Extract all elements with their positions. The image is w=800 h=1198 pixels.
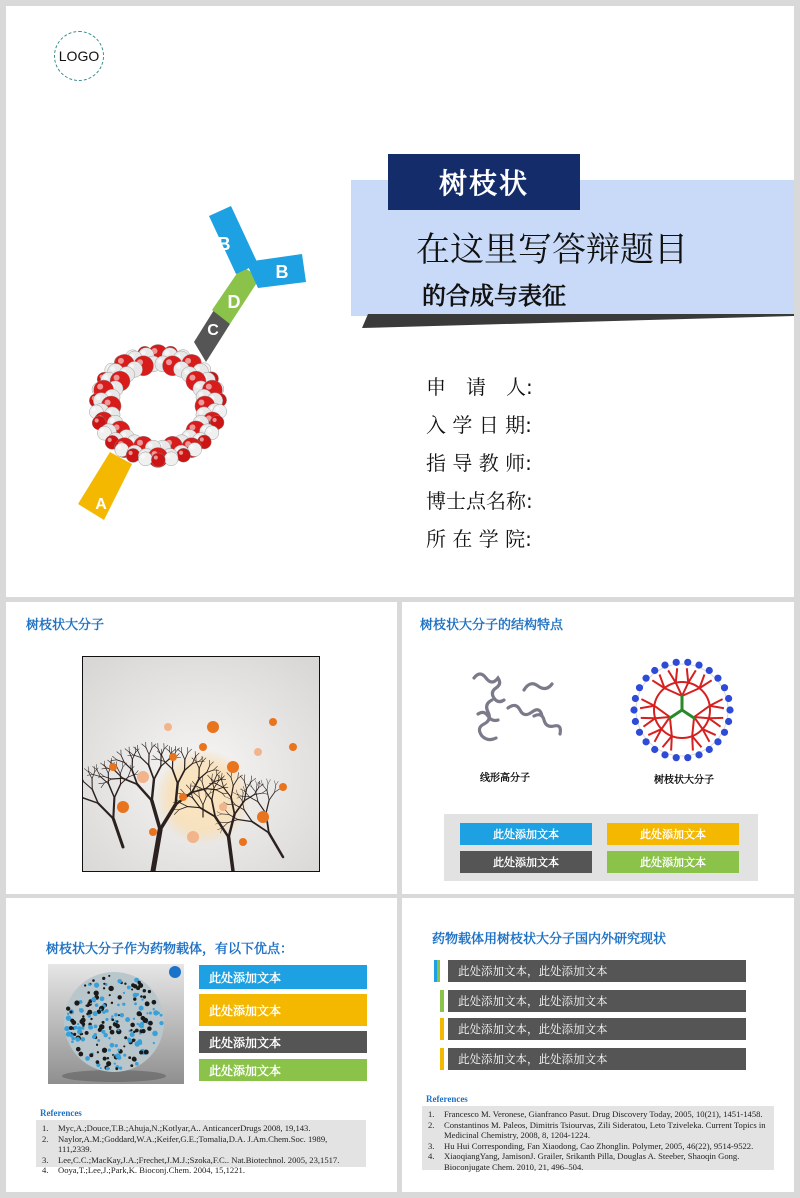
structure-slide[interactable]	[402, 602, 794, 894]
info-college: 所 在 学 院:	[426, 527, 532, 551]
label-b2: B	[275, 262, 289, 282]
dendrimer-diagram	[66, 202, 316, 526]
linear-polymer-label: 线形高分子	[480, 773, 530, 784]
bar-accent	[440, 1018, 444, 1040]
reference-item: 2. Constantinos M. Paleos, Dimitris Tsiourvas, Zili Sideratou, Leto Tziveleka. Current Topics in Medicinal Chemistry, 2008, 8, 1204-1224.	[428, 1119, 766, 1140]
dendrimer-structure-illustration	[628, 656, 736, 764]
advantage-bar-3[interactable]: 此处添加文本	[199, 1031, 367, 1053]
bar-accent	[440, 990, 444, 1012]
drug-carrier-slide[interactable]	[6, 898, 397, 1192]
thesis-title: 在这里写答辩题目	[416, 230, 688, 270]
applicant-info	[426, 368, 533, 558]
info-advisor: 指 导 教 师:	[426, 451, 532, 475]
advantage-bar-2[interactable]: 此处添加文本	[199, 994, 367, 1026]
references-heading: References	[40, 1108, 82, 1118]
status-bar-3[interactable]: 此处添加文本，此处添加文本	[448, 1018, 746, 1040]
info-program: 博士点名称:	[426, 489, 533, 513]
reference-item: 4. XiaoqiangYang, JamisonJ. Grailer, Srikanth Pilla, Douglas A. Steeber, Shaoqin Gong. Bioconjugate Chem. 2010, 21, 496–504.	[428, 1151, 740, 1172]
status-bar-4[interactable]: 此处添加文本，此处添加文本	[448, 1048, 746, 1070]
slide-title: 树枝状大分子作为药物载体，有以下优点：	[46, 942, 294, 957]
thesis-subtitle: 的合成与表征	[422, 281, 566, 310]
bar-accent	[440, 1048, 444, 1070]
slide-title: 药物载体用树枝状大分子国内外研究现状	[432, 932, 667, 947]
tree-image	[82, 656, 320, 872]
reference-item: 3. Hu Hui Corresponding, Fan Xiaodong, Cao Zhonglin. Polymer, 2005, 46(22), 9514-9522.	[428, 1140, 754, 1151]
dendrimer-label: 树枝状大分子	[654, 775, 714, 786]
label-c: C	[207, 322, 219, 339]
references-heading: References	[426, 1094, 468, 1104]
advantage-bar-1[interactable]: 此处添加文本	[199, 965, 367, 989]
info-applicant: 申 请 人:	[426, 375, 533, 399]
label-b1: B	[217, 234, 231, 254]
text-button-4[interactable]: 此处添加文本	[607, 851, 739, 873]
dendrimer-slide[interactable]	[6, 602, 397, 894]
reference-item: 1. Francesco M. Veronese, Gianfranco Pasut. Drug Discovery Today, 2005, 10(21), 1451-1458.	[428, 1109, 763, 1119]
slide-title: 树枝状大分子	[26, 618, 105, 633]
reference-item: 3. Lee,C.C.;MacKay,J.A.;Frechet,J.M.J.;Szoka,F.C.. Nat.Biotechnol. 2005, 23,1517.	[42, 1154, 340, 1165]
title-slide[interactable]	[6, 6, 794, 597]
reference-item: 2. Naylor,A.M.;Goddard,W.A.;Keifer,G.E.;Tomalia,D.A. J.Am.Chem.Soc. 1989, 111,2339.	[42, 1133, 328, 1154]
status-bar-2[interactable]: 此处添加文本，此处添加文本	[448, 990, 746, 1012]
info-enroll-date: 入 学 日 期:	[426, 413, 532, 437]
research-status-slide[interactable]	[402, 898, 794, 1192]
references-list	[422, 1106, 774, 1170]
text-button-1[interactable]: 此处添加文本	[460, 823, 592, 845]
reference-item: 1. Myc,A.;Douce,T.B.;Ahuja,N.;Kotlyar,A.. AnticancerDrugs 2008, 19,143.	[42, 1123, 311, 1133]
label-a: A	[95, 496, 107, 513]
text-button-2[interactable]: 此处添加文本	[607, 823, 739, 845]
references-list	[36, 1120, 366, 1175]
title-underline-shape	[362, 314, 794, 328]
molecule-ring	[89, 344, 226, 467]
status-bar-1[interactable]: 此处添加文本，此处添加文本	[448, 960, 746, 982]
slide-title: 树枝状大分子的结构特点	[420, 618, 564, 633]
label-d: D	[227, 292, 241, 312]
reference-item: 4. Ooya,T.;Lee,J.;Park,K. Bioconj.Chem. 2004, 15,1221.	[42, 1165, 245, 1175]
logo-placeholder: LOGO	[54, 31, 104, 81]
advantage-bar-4[interactable]: 此处添加文本	[199, 1059, 367, 1081]
linear-polymer-illustration	[464, 664, 568, 748]
bar-accent	[434, 960, 440, 982]
title-tag: 树枝状	[388, 154, 580, 210]
dendrimer-3d-image	[48, 964, 184, 1084]
text-button-3[interactable]: 此处添加文本	[460, 851, 592, 873]
